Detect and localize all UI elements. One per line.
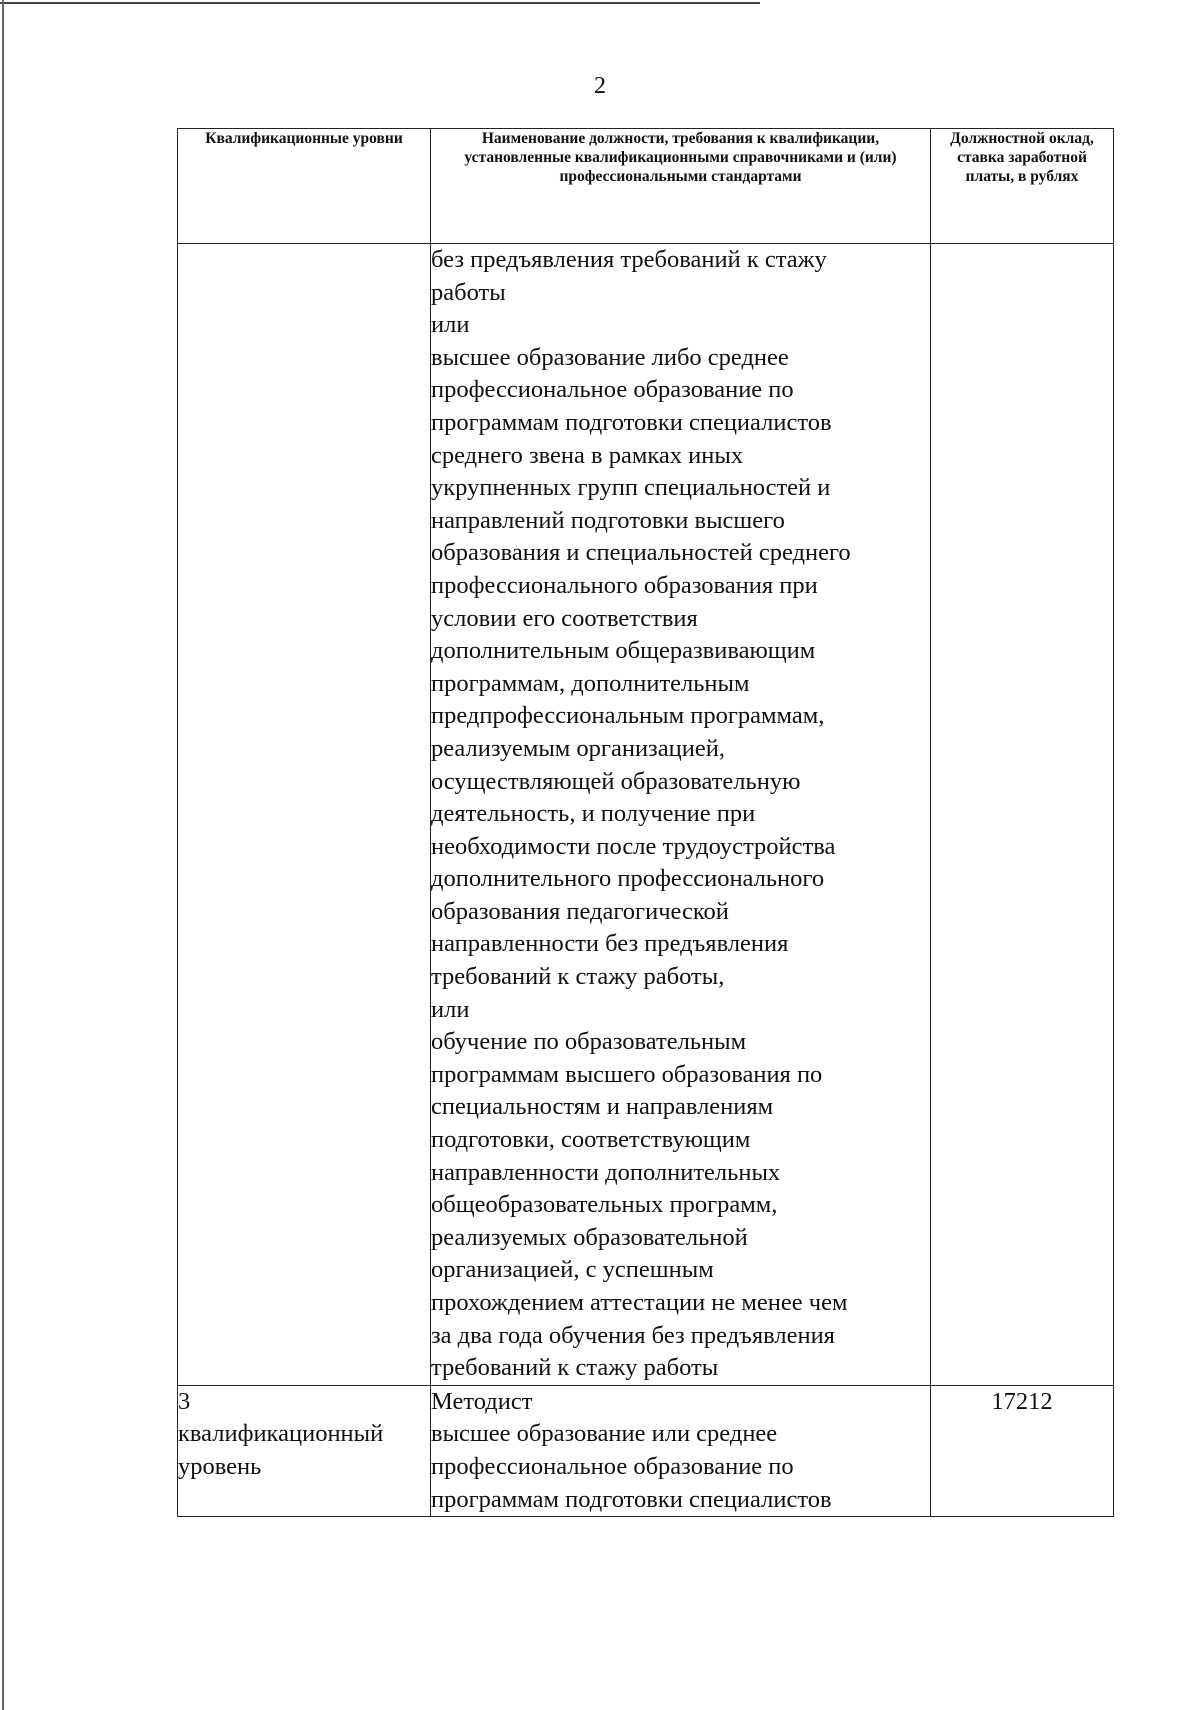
text-line: организацией, с успешным [431,1256,714,1284]
text-line: программам подготовки специалистов [431,1485,832,1513]
scan-left-edge-line [2,0,4,1710]
text-line: прохождением аттестации не менее чем [431,1289,848,1316]
text-line: дополнительным общеразвивающим [431,637,816,665]
text-line: условии его соответствия [431,604,698,632]
text-line: уровень [178,1452,262,1480]
table-row [178,1385,1114,1516]
text-line: программам подготовки специалистов [431,408,832,436]
text-line: за два года обучения без предъявления [431,1321,835,1349]
text-line: требований к стажу работы [431,1354,719,1382]
text-line: высшее образование или среднее [431,1420,778,1448]
text-line: образования педагогической [431,897,729,925]
salary-cell: 17212 [931,1385,1114,1516]
text-line: или [431,311,470,339]
text-line: общеобразовательных программ, [431,1191,778,1219]
text-line: профессиональное образование по [431,1452,794,1480]
text-line: высшее образование либо среднее [431,343,789,371]
text-line: деятельность, и получение при [431,800,756,828]
level-cell [178,244,431,1386]
table-header-row [178,129,1114,244]
requirements-cell [431,244,931,1386]
text-line: подготовки, соответствующим [431,1126,751,1154]
scan-top-edge-line [0,2,760,4]
text-line: программам высшего образования по [431,1060,823,1088]
text-line: направленности без предъявления [431,930,789,958]
text-line: программам, дополнительным [431,669,750,697]
header-qualification-levels: Квалификационные уровни [178,129,431,244]
text-line: образования и специальностей среднего [431,539,851,567]
qualification-table [177,128,1114,1517]
text-line: предпрофессиональным программам, [431,702,825,730]
level-cell [178,1385,431,1516]
text-line: обучение по образовательным [431,1028,747,1056]
text-line: направленности дополнительных [431,1158,781,1186]
text-line: укрупненных групп специальностей и [431,474,831,502]
text-line: дополнительного профессионального [431,865,825,893]
text-line: реализуемым организацией, [431,734,725,762]
header-salary: Должностной оклад, ставка заработной платы, в рублях [931,129,1114,244]
text-line: требований к стажу работы, [431,963,725,991]
text-line: профессиональное образование по [431,376,794,404]
text-line: профессионального образования при [431,571,818,599]
salary-cell [931,244,1114,1386]
table-row [178,244,1114,1386]
page-number: 2 [594,73,606,99]
header-position-requirements: Наименование должности, требования к квалификации, установленные квалификационными справочниками и (или) профессиональными стандартами [431,129,931,244]
text-line: специальностям и направлениям [431,1093,774,1121]
requirements-cell [431,1385,931,1516]
text-line: 3 [178,1387,191,1415]
text-line: Методист [431,1387,533,1415]
text-line: квалификационный [178,1420,384,1448]
text-line: реализуемых образовательной [431,1223,748,1251]
text-line: среднего звена в рамках иных [431,441,744,469]
text-line: необходимости после трудоустройства [431,832,836,860]
text-line: осуществляющей образовательную [431,767,801,795]
text-line: без предъявления требований к стажу [431,246,827,273]
text-line: направлений подготовки высшего [431,506,785,534]
text-line: или [431,995,470,1023]
text-line: работы [431,278,506,306]
